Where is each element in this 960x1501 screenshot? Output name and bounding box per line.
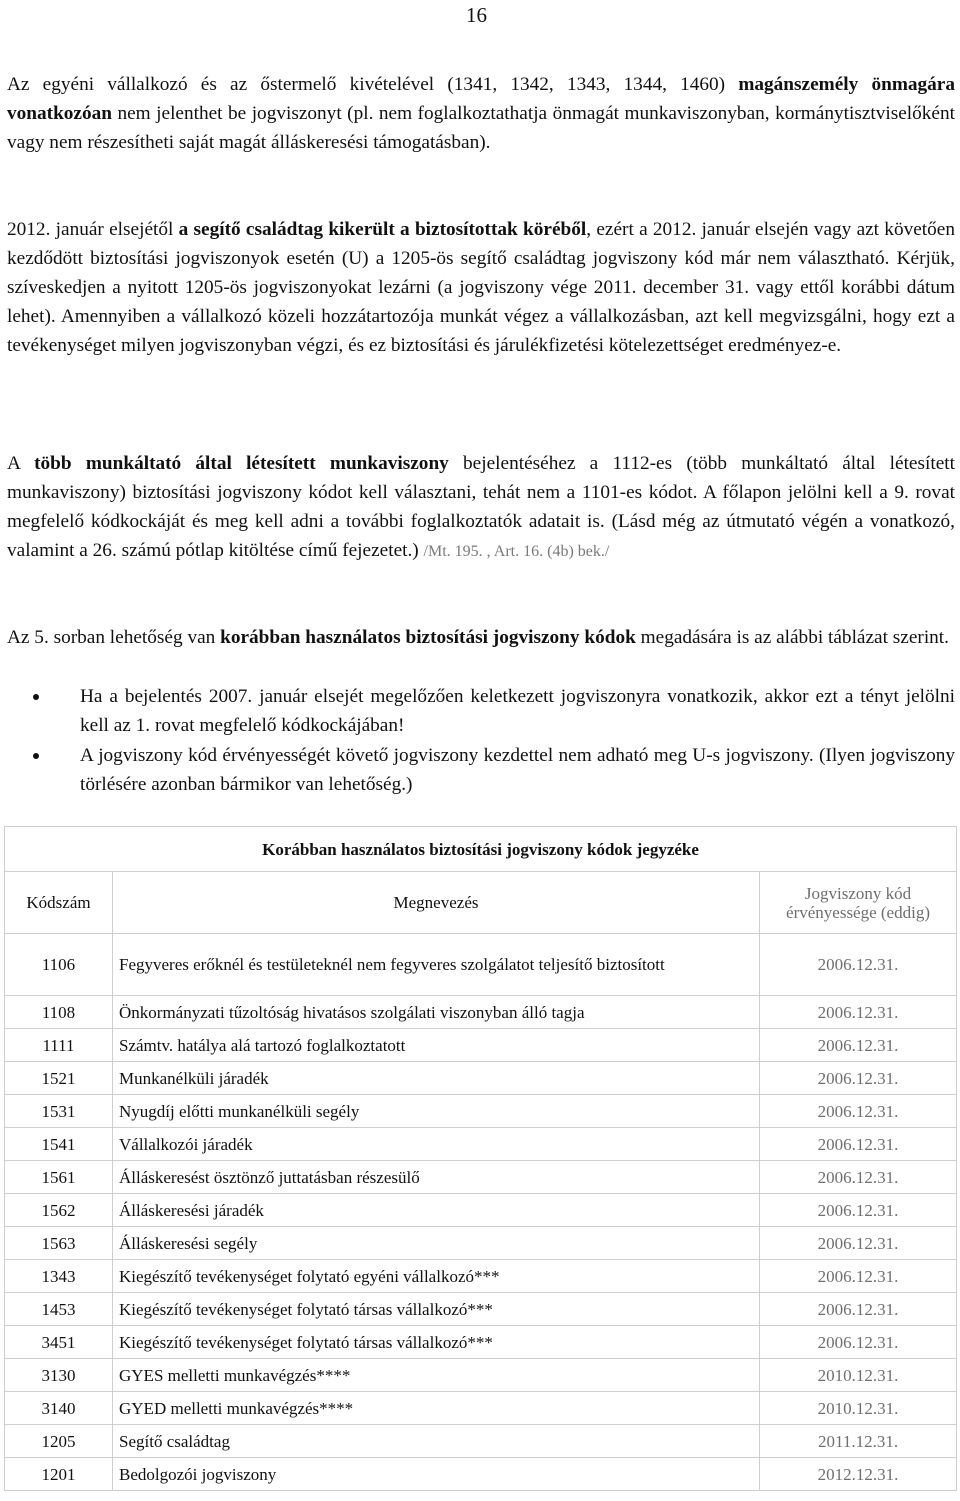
p3-text-a: A (7, 453, 35, 474)
row-code: 1521 (5, 1062, 113, 1095)
p4-bold: korábban használatos biztosítási jogviszony kódok (220, 627, 636, 648)
row-code: 1106 (5, 934, 113, 996)
row-validity: 2010.12.31. (760, 1392, 957, 1425)
row-code: 1561 (5, 1161, 113, 1194)
row-validity: 2010.12.31. (760, 1359, 957, 1392)
row-name: Nyugdíj előtti munkanélküli segély (113, 1095, 760, 1128)
row-validity: 2006.12.31. (760, 1227, 957, 1260)
bullet-item: A jogviszony kód érvényességét követő jogviszony kezdettel nem adható meg U-s jogviszony. (Ilyen jogviszony törlésére azonban bármikor van lehetőség.) (7, 741, 955, 799)
p2-text-a: 2012. január elsejétől (7, 219, 179, 240)
row-name: Fegyveres erőknél és testületeknél nem fegyveres szolgálatot teljesítő biztosított (113, 934, 760, 996)
paragraph-family-member (7, 215, 955, 360)
paragraph-self-employment (7, 70, 955, 157)
table-row (5, 1293, 957, 1326)
row-name: GYED melletti munkavégzés**** (113, 1392, 760, 1425)
p1-bold: magánszemély önmagára vonatkozóan (7, 74, 956, 124)
row-validity: 2011.12.31. (760, 1425, 957, 1458)
row-validity: 2006.12.31. (760, 1128, 957, 1161)
p3-legal-reference: /Mt. 195. , Art. 16. (4b) bek./ (423, 543, 610, 560)
row-validity: 2006.12.31. (760, 1029, 957, 1062)
row-code: 1541 (5, 1128, 113, 1161)
page-number: 16 (466, 3, 487, 27)
row-validity: 2006.12.31. (760, 996, 957, 1029)
row-name: Vállalkozói járadék (113, 1128, 760, 1161)
table-row (5, 1194, 957, 1227)
bullet-list (7, 682, 955, 800)
p4-text-a: Az 5. sorban lehetőség van (7, 627, 221, 648)
table-row (5, 1227, 957, 1260)
header-code: Kódszám (5, 872, 113, 934)
paragraph-previous-codes (7, 623, 955, 652)
table-row (5, 1062, 957, 1095)
table-row (5, 1392, 957, 1425)
p2-text-c: , ezért a 2012. január elsején vagy azt követően kezdődött biztosítási jogviszonyok esetén (U) a 1205-ös segítő családtag jogviszony kód már nem választható. Kérjük, szíveskedjen a nyitott 1205-ös jogviszonyokat lezárni (a jogviszony vége 2011. december 31. vagy ettől korábbi dátum lehet). Amennyiben a vállalkozó közeli hozzátartozója munkát végez a vállalkozásban, azt kell megvizsgálni, hogy ezt a tevékenységet milyen jogviszonyban végzi, és ez biztosítási és járulékfizetési kötelezettséget eredményez-e. (7, 219, 955, 356)
row-code: 1563 (5, 1227, 113, 1260)
row-validity: 2006.12.31. (760, 1062, 957, 1095)
row-code: 1201 (5, 1458, 113, 1491)
row-code: 1343 (5, 1260, 113, 1293)
row-name: Bedolgozói jogviszony (113, 1458, 760, 1491)
p1-text-c: nem jelenthet be jogviszonyt (pl. nem foglalkoztathatja önmagát munkaviszonyban, kormánytisztviselőként vagy nem részesítheti saját magát álláskeresési támogatásban). (7, 103, 955, 153)
row-validity: 2012.12.31. (760, 1458, 957, 1491)
row-code: 1453 (5, 1293, 113, 1326)
row-validity: 2006.12.31. (760, 1194, 957, 1227)
row-code: 1205 (5, 1425, 113, 1458)
p3-bold: több munkáltató által létesített munkaviszony (34, 453, 449, 474)
table-row (5, 996, 957, 1029)
p1-text-a: Az egyéni vállalkozó és az őstermelő kivételével (1341, 1342, 1343, 1344, 1460) (7, 74, 739, 95)
row-name: Kiegészítő tevékenységet folytató egyéni vállalkozó*** (113, 1260, 760, 1293)
row-name: Önkormányzati tűzoltóság hivatásos szolgálati viszonyban álló tagja (113, 996, 760, 1029)
row-validity: 2006.12.31. (760, 1326, 957, 1359)
table-row (5, 1029, 957, 1062)
table-row (5, 1260, 957, 1293)
row-name: Segítő családtag (113, 1425, 760, 1458)
row-name: Álláskeresési járadék (113, 1194, 760, 1227)
row-name: Álláskeresési segély (113, 1227, 760, 1260)
bullet-item: Ha a bejelentés 2007. január elsejét megelőzően keletkezett jogviszonyra vonatkozik, akkor ezt a tényt jelölni kell az 1. rovat megfelelő kódkockájában! (7, 682, 955, 740)
p3-text-c: bejelentéséhez a 1112-es (több munkáltató által létesített munkaviszony) biztosítási jogviszony kódot kell választani, tehát nem a 1101-es kódot. A főlapon jelölni kell a 9. rovat megfelelő kódkockáját és meg kell adni a további foglalkoztatók adatait is. (Lásd még az útmutató végén a vonatkozó, valamint a 26. számú pótlap kitöltése című fejezetet.) (7, 453, 955, 561)
row-code: 1531 (5, 1095, 113, 1128)
header-validity: Jogviszony kód érvényessége (eddig) (760, 872, 957, 934)
table-row (5, 1425, 957, 1458)
table-row (5, 1128, 957, 1161)
codes-table (4, 826, 957, 1491)
row-code: 1111 (5, 1029, 113, 1062)
row-code: 3140 (5, 1392, 113, 1425)
table-row (5, 1095, 957, 1128)
table-row (5, 934, 957, 996)
row-name: GYES melletti munkavégzés**** (113, 1359, 760, 1392)
row-code: 1562 (5, 1194, 113, 1227)
p2-bold: a segítő családtag kikerült a biztosítottak köréből (178, 219, 587, 240)
table-row (5, 1359, 957, 1392)
row-name: Álláskeresést ösztönző juttatásban részesülő (113, 1161, 760, 1194)
table-row (5, 1326, 957, 1359)
table-row (5, 1458, 957, 1491)
row-name: Kiegészítő tevékenységet folytató társas vállalkozó*** (113, 1326, 760, 1359)
row-validity: 2006.12.31. (760, 1095, 957, 1128)
row-validity: 2006.12.31. (760, 1260, 957, 1293)
row-code: 1108 (5, 996, 113, 1029)
row-name: Számtv. hatálya alá tartozó foglalkoztatott (113, 1029, 760, 1062)
p4-text-c: megadására is az alábbi táblázat szerint. (635, 627, 949, 648)
table-caption: Korábban használatos biztosítási jogviszony kódok jegyzéke (5, 827, 957, 872)
row-validity: 2006.12.31. (760, 1293, 957, 1326)
row-code: 3451 (5, 1326, 113, 1359)
table-row (5, 1161, 957, 1194)
row-name: Munkanélküli járadék (113, 1062, 760, 1095)
header-name: Megnevezés (113, 872, 760, 934)
row-code: 3130 (5, 1359, 113, 1392)
paragraph-multiple-employers (7, 449, 955, 566)
row-validity: 2006.12.31. (760, 1161, 957, 1194)
row-validity: 2006.12.31. (760, 934, 957, 996)
row-name: Kiegészítő tevékenységet folytató társas vállalkozó*** (113, 1293, 760, 1326)
